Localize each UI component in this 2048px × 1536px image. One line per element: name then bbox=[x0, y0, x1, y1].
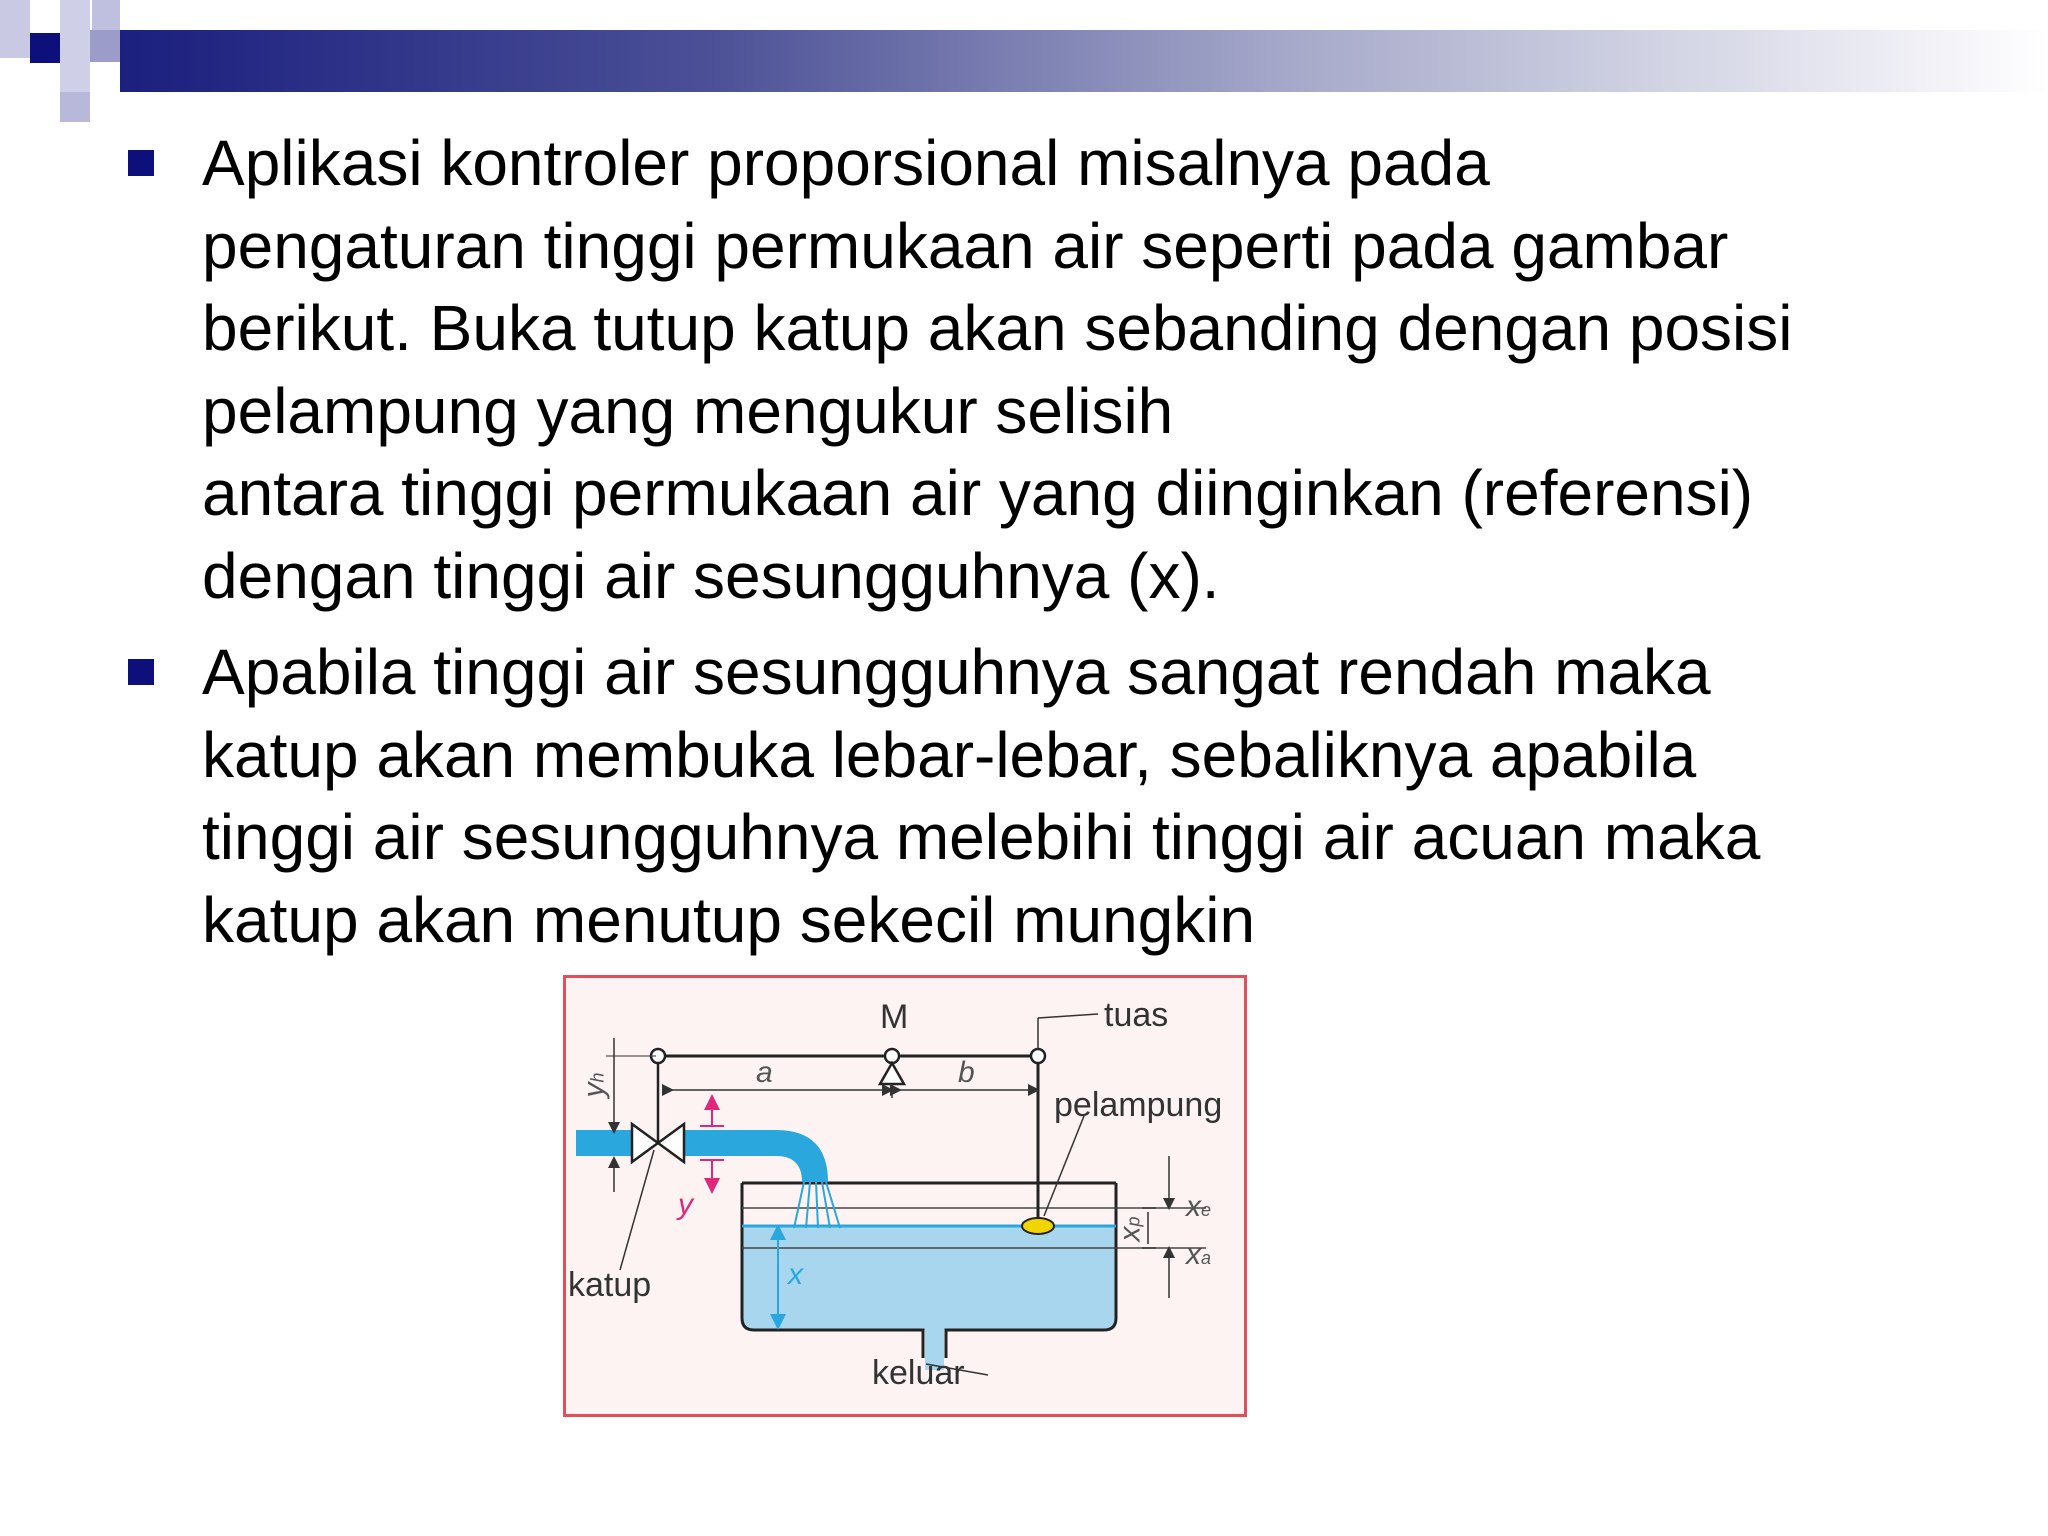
label-x: x bbox=[788, 1258, 803, 1291]
corner-square-light bbox=[60, 92, 90, 122]
label-xp-main: x bbox=[1113, 1226, 1147, 1242]
corner-square-light bbox=[0, 0, 30, 58]
label-a: a bbox=[756, 1056, 773, 1089]
bullet-list bbox=[124, 122, 1984, 975]
bullet-item bbox=[124, 122, 1984, 617]
label-xe-sub: e bbox=[1201, 1200, 1212, 1220]
corner-square-mid bbox=[90, 30, 120, 62]
label-katup: katup bbox=[568, 1266, 652, 1304]
bullet-square-icon bbox=[128, 150, 154, 176]
label-keluar: keluar bbox=[872, 1354, 965, 1392]
diagram-drawing bbox=[566, 978, 1244, 1414]
label-yh-sub: h bbox=[587, 1072, 608, 1083]
label-xp bbox=[1113, 1216, 1147, 1242]
corner-square-dark bbox=[30, 33, 60, 63]
water-level-diagram bbox=[563, 975, 1247, 1417]
label-b: b bbox=[958, 1056, 975, 1089]
label-yh bbox=[577, 1072, 611, 1098]
bullet-square-icon bbox=[128, 659, 154, 685]
label-xe-main: x bbox=[1186, 1190, 1201, 1223]
label-xa-main: x bbox=[1186, 1238, 1201, 1271]
label-tuas: tuas bbox=[1104, 996, 1169, 1034]
bullet-item bbox=[124, 631, 1984, 961]
label-xp-sub: p bbox=[1123, 1216, 1144, 1227]
label-xe bbox=[1186, 1192, 1211, 1222]
bullet-text: Apabila tinggi air sesungguhnya sangat rendah maka katup akan membuka lebar-lebar, sebaliknya apabila tinggi air sesungguhnya melebihi tinggi air acuan maka katup akan menutup sekecil mungkin bbox=[202, 636, 1761, 956]
corner-square-light bbox=[92, 0, 120, 30]
title-bar bbox=[120, 30, 2048, 92]
label-yh-main: y bbox=[577, 1082, 611, 1098]
bullet-text: Aplikasi kontroler proporsional misalnya pada pengaturan tinggi permukaan air seperti pada gambar berikut. Buka tutup katup akan sebanding dengan posisi pelampung yang mengukur selisih antara tinggi permukaan air yang diinginkan (referensi) dengan tinggi air sesungguhnya (x). bbox=[202, 127, 1793, 612]
label-pelampung: pelampung bbox=[1054, 1086, 1223, 1124]
label-xa bbox=[1186, 1240, 1211, 1270]
label-xa-sub: a bbox=[1201, 1248, 1212, 1268]
label-y: y bbox=[678, 1188, 693, 1221]
label-m: M bbox=[880, 998, 909, 1036]
